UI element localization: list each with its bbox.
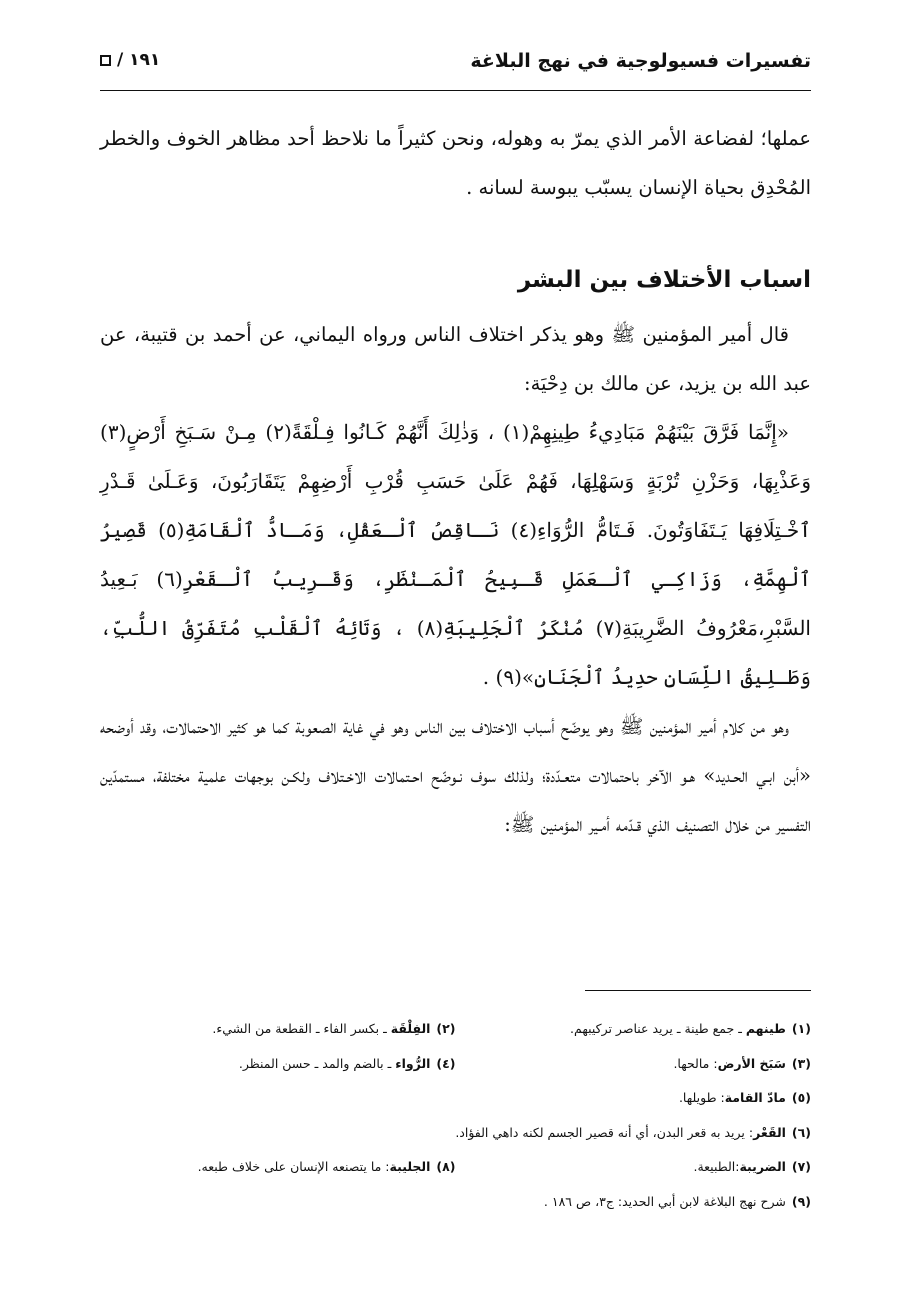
footnote-item: (١)طينهم ـ جمع طينة ـ يريد عناصر تركيبهم. — [570, 1021, 811, 1036]
running-title: تفسيرات فسيولوجية في نهج البلاغة — [470, 50, 811, 72]
running-header — [100, 50, 811, 82]
square-ornament-icon — [100, 55, 111, 66]
footnote-item: (٣)سَبَخ الأرض: مالحها. — [673, 1055, 811, 1071]
footnote-row — [100, 1150, 811, 1185]
page-number-text: ١٩١ / — [117, 50, 161, 70]
footnote-item: (٢)الفِلْقَة ـ بكسر الفاء ـ القطعة من الشيء. — [212, 1021, 456, 1036]
hadith-quote: «إِنَّمَا فَرَّقَ بَيْنَهُمْ مَبَادِيءُ طِينِهِمْ(١) ، وَذٰلِكَ أَنَّهُمْ كَـانُوا فِـلْقَةً(٢) مِـنْ سَـبَخِ أَرْضٍ(٣) وَعَذْبِهَا، وَحَزْنِ تُرْبَةٍ وَسَهْلِهَا، فَهُمْ عَلَىٰ حَسَبِ قُرْبِ أَرْضِهِمْ يَتَقَارَبُونَ، وَعَـلَىٰ قَـدْرِ ٱخْـتِلَافِهَا يَـتَفَاوَتُونَ. فَـتَامُّ الرُّوَاءِ(٤) نَـاقِصُ ٱلْـعَقْلِ، وَمَـادُّ ٱلْقَامَةِ(٥) قَصِيرُ ٱلْهِمَّةِ، وَزَاكِـي ٱلْـعَمَلِ قَـبِيحُ ٱلْمَـنْظَرِ، وَقَـرِيبُ ٱلْـقَعْرِ(٦) بَـعِيدُ السَّبْرِ،مَعْرُوفُ الضَّرِيبَةِ(٧) مُنْكَرُ ٱلْجَلِيبَةِ(٨) ، وَتَائِهُ ٱلْقَلْبِ مُتَفَرِّقُ اللُّبِّ، وَطَـلِيقُ اللِّسَانِ حدِيدُ ٱلْجَنَانِ»(٩) . — [100, 420, 811, 689]
section-heading: اسباب الأختلاف بين البشر — [517, 267, 811, 293]
page-number — [100, 50, 160, 70]
intro-paragraph: عملها؛ لفضاعة الأمر الذي يمرّ به وهوله، ونحن كثيراً ما نلاحظ أحد مظاهر الخوف والخطر المُحْدِق بحياة الإنسان يسبّب يبوسة لسانه . — [100, 127, 811, 199]
spacer — [100, 212, 811, 254]
footnote-row — [100, 1081, 811, 1116]
footnote-row — [100, 1116, 811, 1151]
footnote-item: (٥)مادّ القامة: طويلها. — [678, 1090, 811, 1105]
narration-paragraph: قال أمير المؤمنين ﷺ وهو يذكر اختلاف الناس ورواه اليماني، عن أحمد بن قتيبة، عن عبد الله بن يزيد، عن مالك بن دِحْيَة: — [100, 323, 811, 395]
footnote-item: (٩)شرح نهج البلاغة لابن أبي الحديد: ج٣، ص ١٨٦ . — [543, 1193, 811, 1209]
footnotes — [100, 1012, 811, 1219]
footnote-item: (٨)الجليبة: ما يتصنعه الإنسان على خلاف طبعه. — [197, 1159, 456, 1174]
footnote-item: (٧)الضريبة:الطبيعة. — [693, 1159, 811, 1174]
main-text — [100, 114, 811, 849]
footnote-row — [100, 1012, 811, 1047]
commentary-paragraph: وهو من كلام أمير المؤمنين ﷺ وهو يوضّح أسباب الاختلاف بين الناس وهو في غاية الصعوبة كما هو كثير الاحتمالات، وقد أوضحه «أبن ابـي الحـديد» هـو الآخر باحتمالات متعـدّدة؛ ولذلك سوف نـوضّح احـتمالات الاخـتلاف ولكـن بوجهات علمية مختلفة، مستمدّين التفسير من خلال التصنيف الذي قـدّمه أمـير المؤمنين ﷺ: — [100, 715, 811, 836]
footnote-row — [100, 1047, 811, 1082]
footnote-item: (٤)الرُّواء ـ بالضم والمد ـ حسن المنظر. — [238, 1055, 456, 1071]
header-divider — [100, 90, 811, 91]
footnote-row — [100, 1185, 811, 1220]
footnote-divider — [585, 990, 811, 991]
footnote-item: (٦)القَعْر: يريد به قعر البدن، أي أنه قصير الجسم لكنه داهي الفؤاد. — [455, 1124, 811, 1140]
